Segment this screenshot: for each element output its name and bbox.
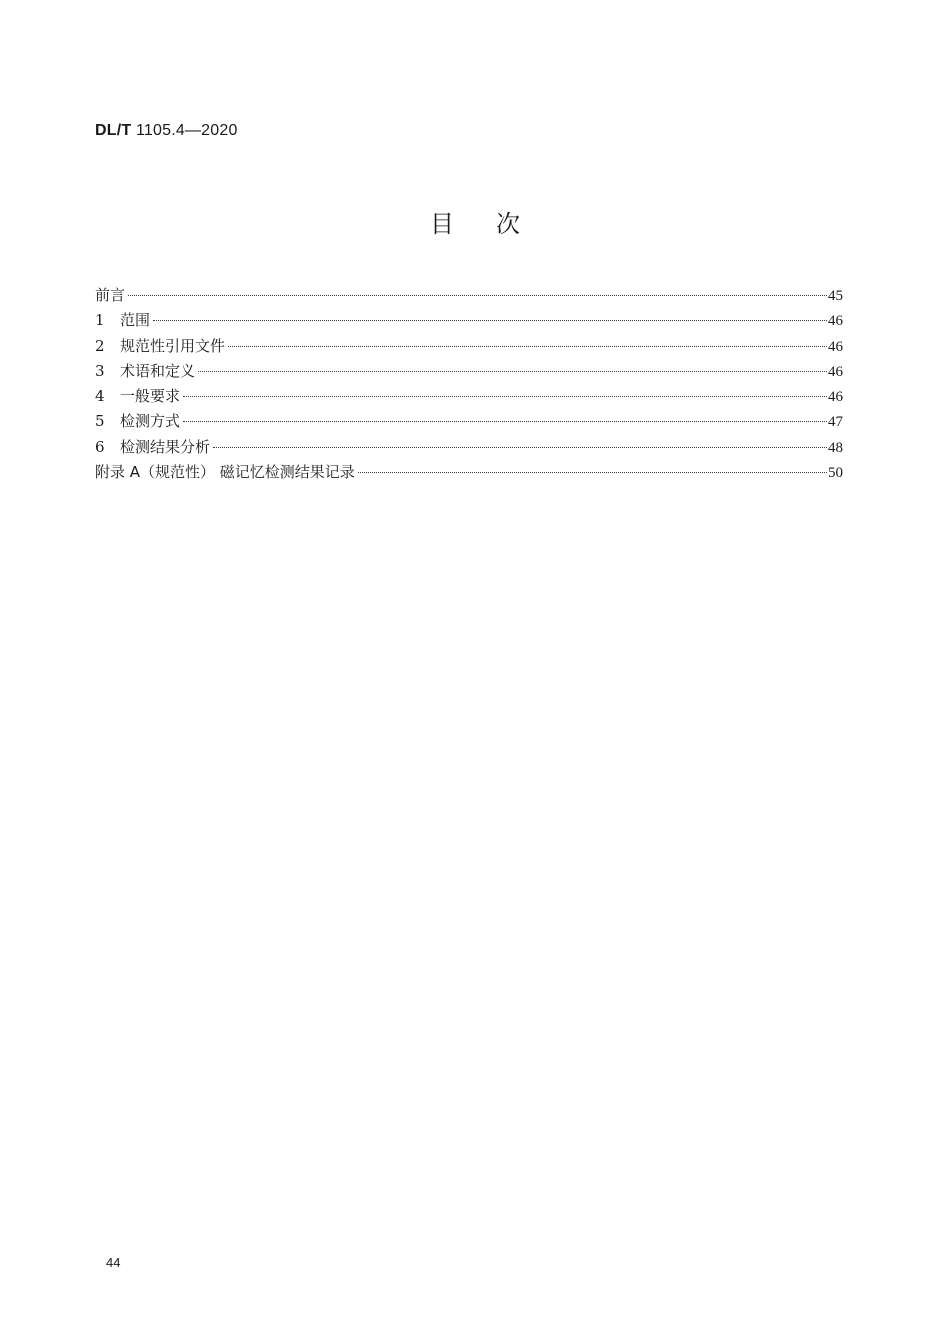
toc-entry-page: 48 <box>828 439 843 456</box>
toc-entry-label: 检测方式 <box>120 412 181 431</box>
toc-entry-page: 46 <box>828 338 843 355</box>
page-number: 44 <box>106 1255 121 1270</box>
toc-entry-label: 术语和定义 <box>120 361 196 380</box>
dot-leader <box>183 421 827 422</box>
toc-entry-label: 范围 <box>120 311 151 330</box>
toc-entry-4[interactable] <box>95 385 843 410</box>
toc-entry-appendix-a[interactable] <box>95 461 843 486</box>
dot-leader <box>128 295 827 296</box>
toc-entry-number: 3 <box>95 361 105 380</box>
toc-entry-page: 46 <box>828 389 843 406</box>
toc-entry-number: 1 <box>95 311 105 330</box>
toc-entry-label: 规范性引用文件 <box>120 336 226 355</box>
toc-entry-number: 6 <box>95 437 105 456</box>
standard-number: 1105.4—2020 <box>136 122 238 139</box>
toc-entry-page: 46 <box>828 313 843 330</box>
toc-entry-number: 5 <box>95 412 105 431</box>
toc-entry-page: 47 <box>828 414 843 431</box>
toc-entry-number: 2 <box>95 336 105 355</box>
toc-entry-5[interactable] <box>95 410 843 435</box>
toc-entry-3[interactable] <box>95 360 843 385</box>
dot-leader <box>358 472 827 473</box>
toc-entry-6[interactable] <box>95 436 843 461</box>
toc-entry-label: 附录 A（规范性） 磁记忆检测结果记录 <box>95 463 355 482</box>
toc-entry-label: 前言 <box>95 286 126 304</box>
toc-entry-2[interactable] <box>95 335 843 360</box>
dot-leader <box>198 371 827 372</box>
toc-entry-page: 46 <box>828 363 843 380</box>
standard-prefix: DL/T <box>95 122 132 139</box>
toc-entry-1[interactable] <box>95 309 843 334</box>
dot-leader <box>213 447 827 448</box>
toc-entry-label: 检测结果分析 <box>120 437 211 456</box>
toc-title: 目次 <box>430 210 562 238</box>
standard-code <box>95 122 238 140</box>
dot-leader <box>228 346 827 347</box>
table-of-contents <box>95 284 843 486</box>
toc-entry-page: 50 <box>828 465 843 482</box>
toc-entry-label: 一般要求 <box>120 387 181 406</box>
dot-leader <box>183 396 827 397</box>
toc-entry-number: 4 <box>95 387 105 406</box>
toc-entry-page: 45 <box>828 288 843 304</box>
dot-leader <box>153 320 827 321</box>
toc-entry-preface[interactable] <box>95 284 843 309</box>
